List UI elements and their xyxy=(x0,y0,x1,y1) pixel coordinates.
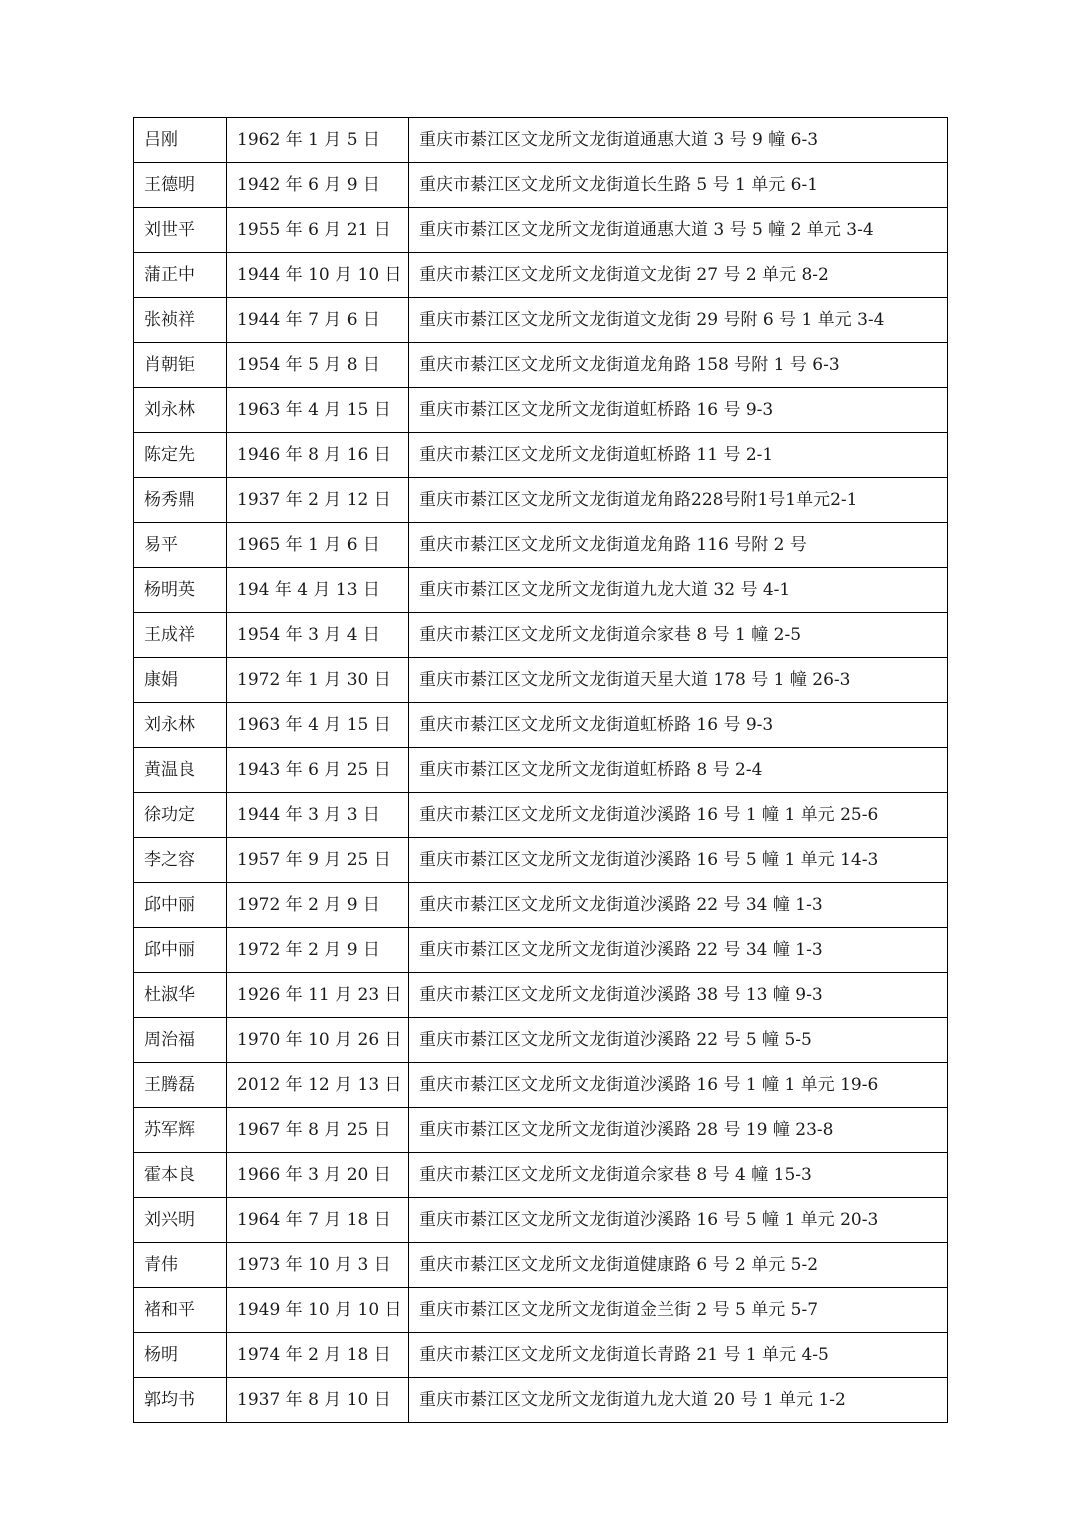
birth-date-cell: 1974 年 2 月 18 日 xyxy=(227,1333,409,1378)
table-row xyxy=(134,208,948,253)
birth-date-cell: 1965 年 1 月 6 日 xyxy=(227,523,409,568)
name-cell: 王成祥 xyxy=(134,613,227,658)
name-cell: 徐功定 xyxy=(134,793,227,838)
name-cell: 肖朝钜 xyxy=(134,343,227,388)
address-cell: 重庆市綦江区文龙所文龙街道龙角路 158 号附 1 号 6-3 xyxy=(409,343,948,388)
name-cell: 褚和平 xyxy=(134,1288,227,1333)
birth-date-cell: 1972 年 2 月 9 日 xyxy=(227,883,409,928)
name-cell: 王腾磊 xyxy=(134,1063,227,1108)
address-cell: 重庆市綦江区文龙所文龙街道长生路 5 号 1 单元 6-1 xyxy=(409,163,948,208)
address-cell: 重庆市綦江区文龙所文龙街道通惠大道 3 号 9 幢 6-3 xyxy=(409,118,948,163)
address-cell: 重庆市綦江区文龙所文龙街道沙溪路 22 号 5 幢 5-5 xyxy=(409,1018,948,1063)
address-cell: 重庆市綦江区文龙所文龙街道文龙街 29 号附 6 号 1 单元 3-4 xyxy=(409,298,948,343)
address-cell: 重庆市綦江区文龙所文龙街道虹桥路 16 号 9-3 xyxy=(409,388,948,433)
name-cell: 杨明英 xyxy=(134,568,227,613)
birth-date-cell: 1966 年 3 月 20 日 xyxy=(227,1153,409,1198)
name-cell: 刘世平 xyxy=(134,208,227,253)
birth-date-cell: 1944 年 3 月 3 日 xyxy=(227,793,409,838)
table-row xyxy=(134,1378,948,1423)
birth-date-cell: 1926 年 11 月 23 日 xyxy=(227,973,409,1018)
name-cell: 李之容 xyxy=(134,838,227,883)
birth-date-cell: 1967 年 8 月 25 日 xyxy=(227,1108,409,1153)
table-row xyxy=(134,703,948,748)
name-cell: 张祯祥 xyxy=(134,298,227,343)
birth-date-cell: 1942 年 6 月 9 日 xyxy=(227,163,409,208)
table-row xyxy=(134,523,948,568)
address-cell: 重庆市綦江区文龙所文龙街道金兰街 2 号 5 单元 5-7 xyxy=(409,1288,948,1333)
birth-date-cell: 1972 年 1 月 30 日 xyxy=(227,658,409,703)
birth-date-cell: 1946 年 8 月 16 日 xyxy=(227,433,409,478)
table-row xyxy=(134,793,948,838)
address-cell: 重庆市綦江区文龙所文龙街道沙溪路 16 号 5 幢 1 单元 14-3 xyxy=(409,838,948,883)
address-cell: 重庆市綦江区文龙所文龙街道佘家巷 8 号 1 幢 2-5 xyxy=(409,613,948,658)
name-cell: 周治福 xyxy=(134,1018,227,1063)
address-cell: 重庆市綦江区文龙所文龙街道虹桥路 11 号 2-1 xyxy=(409,433,948,478)
address-cell: 重庆市綦江区文龙所文龙街道沙溪路 28 号 19 幢 23-8 xyxy=(409,1108,948,1153)
birth-date-cell: 1944 年 10 月 10 日 xyxy=(227,253,409,298)
table-row xyxy=(134,883,948,928)
table-row xyxy=(134,1153,948,1198)
records-table-body xyxy=(134,118,948,1423)
table-row xyxy=(134,388,948,433)
table-row xyxy=(134,973,948,1018)
name-cell: 康娟 xyxy=(134,658,227,703)
name-cell: 邱中丽 xyxy=(134,928,227,973)
birth-date-cell: 1972 年 2 月 9 日 xyxy=(227,928,409,973)
birth-date-cell: 1954 年 3 月 4 日 xyxy=(227,613,409,658)
address-cell: 重庆市綦江区文龙所文龙街道九龙大道 32 号 4-1 xyxy=(409,568,948,613)
table-row xyxy=(134,253,948,298)
name-cell: 青伟 xyxy=(134,1243,227,1288)
name-cell: 黄温良 xyxy=(134,748,227,793)
table-row xyxy=(134,1333,948,1378)
name-cell: 郭均书 xyxy=(134,1378,227,1423)
birth-date-cell: 1963 年 4 月 15 日 xyxy=(227,703,409,748)
table-row xyxy=(134,748,948,793)
name-cell: 刘永林 xyxy=(134,703,227,748)
table-row xyxy=(134,433,948,478)
table-row xyxy=(134,1288,948,1333)
name-cell: 蒲正中 xyxy=(134,253,227,298)
table-row xyxy=(134,343,948,388)
address-cell: 重庆市綦江区文龙所文龙街道龙角路228号附1号1单元2-1 xyxy=(409,478,948,523)
address-cell: 重庆市綦江区文龙所文龙街道九龙大道 20 号 1 单元 1-2 xyxy=(409,1378,948,1423)
name-cell: 易平 xyxy=(134,523,227,568)
birth-date-cell: 194 年 4 月 13 日 xyxy=(227,568,409,613)
name-cell: 杨明 xyxy=(134,1333,227,1378)
birth-date-cell: 1970 年 10 月 26 日 xyxy=(227,1018,409,1063)
address-cell: 重庆市綦江区文龙所文龙街道文龙街 27 号 2 单元 8-2 xyxy=(409,253,948,298)
birth-date-cell: 2012 年 12 月 13 日 xyxy=(227,1063,409,1108)
table-row xyxy=(134,1243,948,1288)
address-cell: 重庆市綦江区文龙所文龙街道天星大道 178 号 1 幢 26-3 xyxy=(409,658,948,703)
birth-date-cell: 1944 年 7 月 6 日 xyxy=(227,298,409,343)
address-cell: 重庆市綦江区文龙所文龙街道沙溪路 38 号 13 幢 9-3 xyxy=(409,973,948,1018)
table-row xyxy=(134,613,948,658)
birth-date-cell: 1964 年 7 月 18 日 xyxy=(227,1198,409,1243)
address-cell: 重庆市綦江区文龙所文龙街道沙溪路 22 号 34 幢 1-3 xyxy=(409,883,948,928)
address-cell: 重庆市綦江区文龙所文龙街道虹桥路 16 号 9-3 xyxy=(409,703,948,748)
name-cell: 杨秀鼎 xyxy=(134,478,227,523)
birth-date-cell: 1957 年 9 月 25 日 xyxy=(227,838,409,883)
name-cell: 吕刚 xyxy=(134,118,227,163)
birth-date-cell: 1937 年 8 月 10 日 xyxy=(227,1378,409,1423)
table-row xyxy=(134,1108,948,1153)
birth-date-cell: 1949 年 10 月 10 日 xyxy=(227,1288,409,1333)
birth-date-cell: 1963 年 4 月 15 日 xyxy=(227,388,409,433)
birth-date-cell: 1962 年 1 月 5 日 xyxy=(227,118,409,163)
birth-date-cell: 1954 年 5 月 8 日 xyxy=(227,343,409,388)
birth-date-cell: 1937 年 2 月 12 日 xyxy=(227,478,409,523)
address-cell: 重庆市綦江区文龙所文龙街道沙溪路 16 号 1 幢 1 单元 25-6 xyxy=(409,793,948,838)
birth-date-cell: 1955 年 6 月 21 日 xyxy=(227,208,409,253)
table-row xyxy=(134,163,948,208)
address-cell: 重庆市綦江区文龙所文龙街道长青路 21 号 1 单元 4-5 xyxy=(409,1333,948,1378)
table-row xyxy=(134,478,948,523)
address-cell: 重庆市綦江区文龙所文龙街道通惠大道 3 号 5 幢 2 单元 3-4 xyxy=(409,208,948,253)
address-cell: 重庆市綦江区文龙所文龙街道健康路 6 号 2 单元 5-2 xyxy=(409,1243,948,1288)
records-table xyxy=(133,117,948,1423)
name-cell: 霍本良 xyxy=(134,1153,227,1198)
name-cell: 杜淑华 xyxy=(134,973,227,1018)
name-cell: 王德明 xyxy=(134,163,227,208)
name-cell: 邱中丽 xyxy=(134,883,227,928)
address-cell: 重庆市綦江区文龙所文龙街道佘家巷 8 号 4 幢 15-3 xyxy=(409,1153,948,1198)
address-cell: 重庆市綦江区文龙所文龙街道沙溪路 22 号 34 幢 1-3 xyxy=(409,928,948,973)
table-row xyxy=(134,928,948,973)
name-cell: 刘兴明 xyxy=(134,1198,227,1243)
birth-date-cell: 1943 年 6 月 25 日 xyxy=(227,748,409,793)
table-row xyxy=(134,568,948,613)
table-row xyxy=(134,1198,948,1243)
table-row xyxy=(134,838,948,883)
table-row xyxy=(134,1018,948,1063)
address-cell: 重庆市綦江区文龙所文龙街道龙角路 116 号附 2 号 xyxy=(409,523,948,568)
address-cell: 重庆市綦江区文龙所文龙街道沙溪路 16 号 1 幢 1 单元 19-6 xyxy=(409,1063,948,1108)
table-row xyxy=(134,298,948,343)
name-cell: 刘永林 xyxy=(134,388,227,433)
name-cell: 陈定先 xyxy=(134,433,227,478)
name-cell: 苏军辉 xyxy=(134,1108,227,1153)
table-row xyxy=(134,118,948,163)
table-row xyxy=(134,658,948,703)
address-cell: 重庆市綦江区文龙所文龙街道虹桥路 8 号 2-4 xyxy=(409,748,948,793)
birth-date-cell: 1973 年 10 月 3 日 xyxy=(227,1243,409,1288)
address-cell: 重庆市綦江区文龙所文龙街道沙溪路 16 号 5 幢 1 单元 20-3 xyxy=(409,1198,948,1243)
table-row xyxy=(134,1063,948,1108)
